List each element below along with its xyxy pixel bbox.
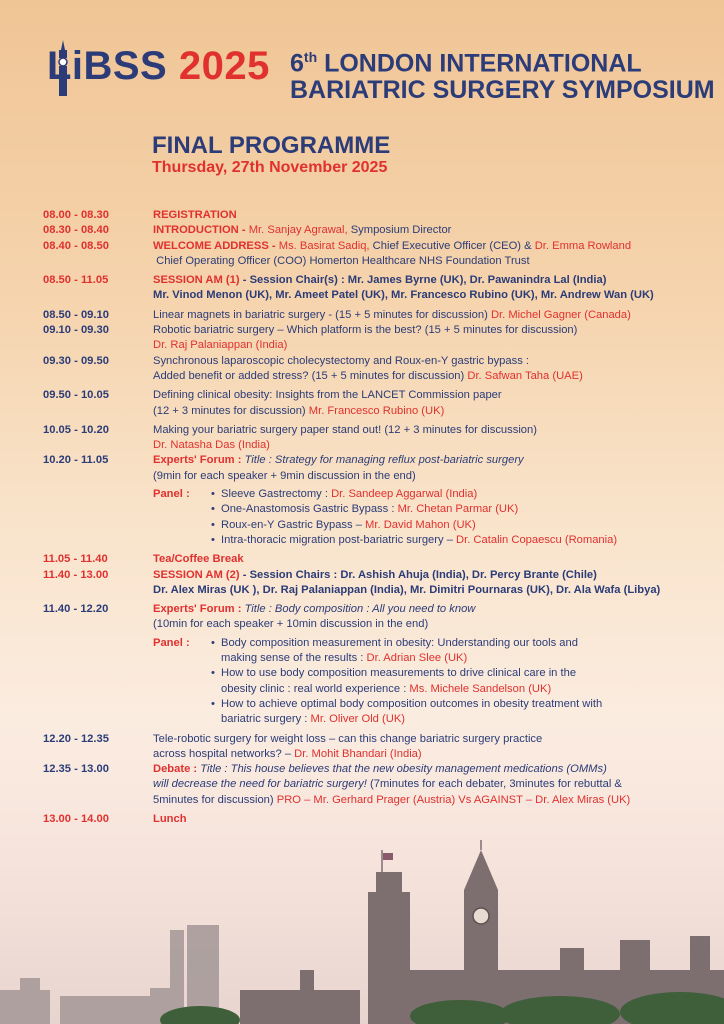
speaker: Mr. Oliver Old (UK): [310, 713, 406, 726]
schedule-row: [43, 423, 723, 454]
speaker: Ms. Basirat Sadiq,: [278, 239, 373, 252]
panel-item: • How to achieve optimal body composition outcomes in obesity treatment with bariatric surgery : Mr. Oliver Old (UK): [211, 697, 603, 726]
item-text: Added benefit or added stress? (15 + 5 minutes for discussion): [153, 369, 468, 382]
symposium-title: [290, 44, 715, 104]
speaker: Dr. Adrian Slee (UK): [366, 652, 468, 665]
item-text: Robotic bariatric surgery – Which platform is the best? (15 + 5 minutes for discussion): [153, 324, 578, 337]
time-slot: 13.00 - 14.00: [43, 812, 109, 825]
item-text: Synchronous laparoscopic cholecystectomy and Roux-en-Y gastric bypass :: [153, 354, 530, 367]
forum-title: Title : Strategy for managing reflux post-bariatric surgery: [244, 454, 524, 467]
title-number: 6: [290, 49, 304, 78]
speaker: Mr. David Mahon (UK): [365, 518, 476, 531]
item-text: (10min for each speaker + 10min discussion in the end): [153, 618, 429, 631]
schedule-row: [43, 308, 723, 323]
item-text: (9min for each speaker + 9min discussion in the end): [153, 469, 416, 482]
panel-item: • Sleeve Gastrectomy : Dr. Sandeep Aggarwal (India): [211, 488, 478, 501]
speaker: Dr. Sandeep Aggarwal (India): [331, 488, 478, 501]
item-heading: INTRODUCTION -: [153, 224, 249, 237]
time-slot: 10.05 - 10.20: [43, 423, 109, 436]
panel-item: • Body composition measurement in obesity: Understanding our tools and making sense of the results : Dr. Adrian Slee (UK): [211, 636, 578, 665]
speaker: PRO – Mr. Gerhard Prager (Austria) Vs AGAINST – Dr. Alex Miras (UK): [276, 793, 631, 806]
item-text: Making your bariatric surgery paper stand out! (12 + 3 minutes for discussion): [153, 423, 537, 436]
time-slot: 09.30 - 09.50: [43, 354, 109, 367]
time-slot: 08.30 - 08.40: [43, 224, 109, 237]
time-slot: 08.50 - 11.05: [43, 274, 109, 287]
panel-topic: How to use body composition measurements to drive clinical care in the: [221, 667, 577, 680]
item-text: Linear magnets in bariatric surgery - (15 + 5 minutes for discussion): [153, 308, 491, 321]
panel-item: • Roux-en-Y Gastric Bypass – Mr. David Mahon (UK): [211, 518, 476, 531]
item-text: across hospital networks? –: [153, 747, 295, 760]
time-slot: 08.00 - 08.30: [43, 209, 109, 221]
schedule-row: [43, 602, 723, 727]
time-slot: 12.35 - 13.00: [43, 763, 109, 776]
libss-logo: [44, 44, 270, 88]
schedule-row: [43, 552, 723, 567]
panel-label: Panel :: [153, 488, 190, 501]
speaker: Dr. Safwan Taha (UAE): [467, 369, 583, 382]
panel-topic: Sleeve Gastrectomy :: [221, 488, 332, 501]
schedule-row: [43, 208, 723, 223]
item-text: 5minutes for discussion): [153, 793, 277, 806]
schedule-row: [43, 762, 723, 808]
speaker: Dr. Emma Rowland: [534, 239, 632, 252]
logo-year: 2025: [178, 44, 270, 88]
panel-topic: obesity clinic : real world experience :: [221, 682, 410, 695]
panel-topic: bariatric surgery :: [221, 713, 311, 726]
item-text: (7minutes for each debater, 3minutes for rebuttal &: [370, 778, 622, 791]
forum-heading: Experts' Forum :: [153, 603, 245, 616]
title-line-2: BARIATRIC SURGERY SYMPOSIUM: [290, 76, 715, 105]
schedule-row: [43, 568, 723, 599]
item-text: Chief Executive Officer (CEO) &: [372, 239, 535, 252]
panel-item: • Intra-thoracic migration post-bariatric surgery – Dr. Catalin Copaescu (Romania): [211, 533, 618, 546]
title-line-1: LONDON INTERNATIONAL: [324, 49, 642, 78]
speaker: Dr. Raj Palaniappan (India): [153, 339, 288, 352]
schedule-row: [43, 732, 723, 763]
speaker: Dr. Michel Gagner (Canada): [490, 308, 631, 321]
forum-title: Title : Body composition : All you need to know: [244, 603, 476, 616]
debate-title: Title : This house believes that the new obesity management medications (OMMs): [200, 763, 607, 776]
time-slot: 11.05 - 11.40: [43, 553, 108, 566]
item-heading: WELCOME ADDRESS -: [153, 239, 279, 252]
logo-text: LiBSS: [46, 44, 168, 88]
break-heading: Tea/Coffee Break: [153, 553, 244, 566]
panel: [153, 636, 723, 728]
item-heading: REGISTRATION: [153, 209, 237, 221]
time-slot: 10.20 - 11.05: [43, 454, 109, 467]
schedule-row: [43, 388, 723, 419]
schedule-row: [43, 354, 723, 385]
panel-label: Panel :: [153, 636, 190, 649]
time-slot: 09.50 - 10.05: [43, 389, 109, 402]
speaker: Mr. Sanjay Agrawal,: [248, 224, 351, 237]
speaker: Dr. Natasha Das (India): [153, 439, 270, 452]
programme-schedule: [43, 208, 723, 827]
speaker: Mr. Chetan Parmar (UK): [397, 503, 519, 516]
clock-face: [473, 908, 489, 924]
panel-item: • How to use body composition measurements to drive clinical care in the obesity clinic : real world experience : Ms. Michele Sandelson (UK): [211, 667, 577, 695]
panel-topic: Intra-thoracic migration post-bariatric surgery –: [221, 533, 457, 546]
item-text: Tele-robotic surgery for weight loss – can this change bariatric surgery practice: [153, 732, 543, 745]
schedule-row: [43, 273, 723, 304]
title-ordinal: th: [303, 49, 318, 65]
session-heading: SESSION AM (1): [153, 274, 240, 287]
debate-heading: Debate :: [153, 763, 201, 776]
session-chairs: - Session Chairs : Dr. Ashish Ahuja (India), Dr. Percy Brante (Chile): [239, 568, 597, 581]
panel-topic: Roux-en-Y Gastric Bypass –: [221, 518, 366, 531]
time-slot: 08.50 - 09.10: [43, 308, 109, 321]
programme-heading: FINAL PROGRAMME: [152, 132, 391, 159]
item-text: Chief Operating Officer (COO) Homerton Healthcare NHS Foundation Trust: [156, 254, 530, 267]
session-chairs: - Session Chair(s) : Mr. James Byrne (UK), Dr. Pawanindra Lal (India): [239, 274, 607, 287]
time-slot: 12.20 - 12.35: [43, 732, 109, 745]
speaker: Ms. Michele Sandelson (UK): [409, 682, 552, 695]
time-slot: 09.10 - 09.30: [43, 324, 109, 337]
item-text: (12 + 3 minutes for discussion): [153, 404, 309, 417]
speaker: Dr. Mohit Bhandari (India): [294, 747, 422, 760]
schedule-row: [43, 323, 723, 354]
panel-topic: making sense of the results :: [221, 652, 367, 665]
session-chairs: Dr. Alex Miras (UK ), Dr. Raj Palaniappan (India), Mr. Dimitri Pournaras (UK), Dr. Ala Wafa (Libya): [153, 583, 661, 596]
time-slot: 08.40 - 08.50: [43, 239, 109, 252]
schedule-row: [43, 223, 723, 238]
schedule-row: [43, 453, 723, 548]
item-text: Symposium Director: [350, 224, 452, 237]
schedule-row: [43, 239, 723, 270]
programme-date: Thursday, 27th November 2025: [152, 159, 388, 176]
panel-topic: Body composition measurement in obesity: Understanding our tools and: [221, 636, 578, 649]
forum-heading: Experts' Forum :: [153, 454, 245, 467]
time-slot: 11.40 - 12.20: [43, 603, 109, 616]
session-heading: SESSION AM (2): [153, 568, 240, 581]
speaker: Mr. Francesco Rubino (UK): [308, 404, 445, 417]
item-text: Defining clinical obesity: Insights from the LANCET Commission paper: [153, 389, 502, 402]
time-slot: 11.40 - 13.00: [43, 568, 109, 581]
panel-topic: How to achieve optimal body composition outcomes in obesity treatment with: [221, 697, 603, 710]
panel-item: • One-Anastomosis Gastric Bypass : Mr. Chetan Parmar (UK): [211, 503, 519, 516]
debate-title: will decrease the need for bariatric surgery!: [153, 778, 371, 791]
session-chairs: Mr. Vinod Menon (UK), Mr. Ameet Patel (UK), Mr. Francesco Rubino (UK), Mr. Andrew Wan (UK): [153, 289, 654, 302]
panel-topic: One-Anastomosis Gastric Bypass :: [221, 503, 398, 516]
lunch-heading: Lunch: [153, 812, 187, 825]
london-skyline-illustration: [0, 820, 724, 1024]
panel: [153, 487, 723, 548]
speaker: Dr. Catalin Copaescu (Romania): [456, 533, 618, 546]
